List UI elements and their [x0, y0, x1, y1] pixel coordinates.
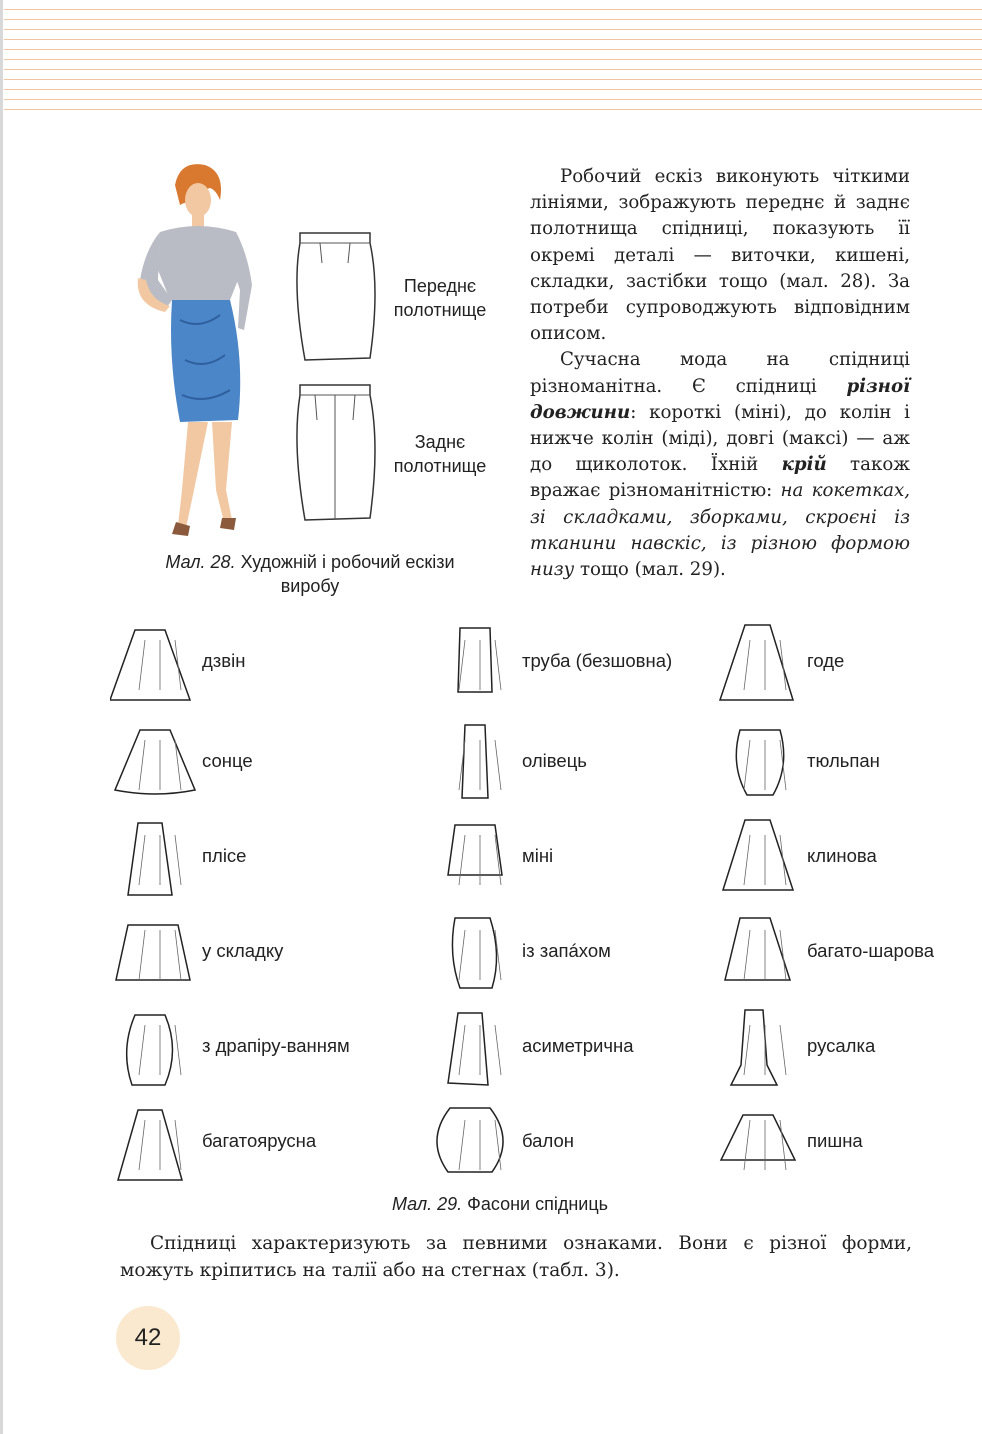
skirt-style-label: з драпіру-ванням: [202, 1035, 350, 1056]
tiered-skirt-icon: [110, 1100, 200, 1190]
paragraph-2: Сучасна мода на спідниці різноманітна. Є спідниці різної довжини: короткі (міні), до колін і нижче колін (міді), довгі (максі) — аж до щиколоток. Їхній крій також вражає різноманітністю: на кокетках, зі складками, зборками, скроєні із тканини навскіс, із різною формою низу тощо (мал. 29).: [530, 349, 911, 581]
skirt-style-label: дзвін: [202, 650, 246, 671]
page-edge: [0, 0, 3, 1434]
sun-skirt-icon: [110, 720, 200, 810]
tube-skirt-icon: [430, 620, 520, 710]
figure-28: [110, 160, 520, 550]
balloon-skirt-icon: [430, 1100, 520, 1190]
paragraph-1: Робочий ескіз виконують чіткими лініями, зображують переднє й заднє полотнища спідниці, показують її окремі деталі — виточки, кишені, складки, застібки тощо (мал. 28). За потреби супроводжують відповідним описом.: [530, 166, 910, 345]
skirt-style-label: годе: [807, 650, 845, 671]
box-pleat-skirt-icon: [110, 910, 200, 1000]
mermaid-skirt-icon: [715, 1005, 805, 1095]
skirt-style-label: сонце: [202, 750, 253, 771]
skirt-style-label: труба (безшовна): [522, 650, 673, 671]
bell-skirt-icon: [110, 620, 200, 710]
asymmetric-skirt-icon: [430, 1005, 520, 1095]
back-panel-sketch: [290, 380, 380, 530]
gored-skirt-icon: [715, 815, 805, 905]
skirt-style-label: плісе: [202, 845, 247, 866]
skirt-style-label: тюльпан: [807, 750, 880, 771]
skirt-style-label: багато-шарова: [807, 940, 935, 961]
figure-29-caption: [300, 1192, 700, 1216]
mini-skirt-icon: [430, 815, 520, 905]
skirt-style-label: балон: [522, 1130, 574, 1151]
skirt-style-label: пишна: [807, 1130, 863, 1151]
skirt-style-label: олівець: [522, 750, 587, 771]
figure-28-caption: [150, 550, 470, 598]
back-panel-label: Заднє полотнище: [393, 432, 487, 476]
skirt-style-label: із запáхом: [522, 940, 611, 961]
front-panel-sketch: [290, 228, 380, 368]
header-stripes: [4, 0, 982, 110]
caption-number: Мал. 29.: [391, 1194, 463, 1214]
caption-number: Мал. 28.: [165, 552, 236, 572]
skirt-style-label: русалка: [807, 1035, 876, 1056]
fashion-illustration: [120, 160, 280, 540]
tulip-skirt-icon: [715, 720, 805, 810]
skirt-style-label: асиметрична: [522, 1035, 634, 1056]
page-number: 42: [118, 1308, 178, 1368]
pleated-skirt-icon: [110, 815, 200, 905]
skirt-style-label: у складку: [202, 940, 284, 961]
bottom-text: Спідниці характеризують за певними ознаками. Вони є різної форми, можуть кріпитись на талії або на стегнах (табл. 3).: [120, 1233, 912, 1281]
godet-skirt-icon: [715, 620, 805, 710]
puffy-skirt-icon: [715, 1100, 805, 1190]
front-panel-label: Переднє полотнище: [393, 276, 487, 320]
wrap-skirt-icon: [430, 910, 520, 1000]
caption-text: Фасони спідниць: [467, 1194, 609, 1214]
caption-text: Художній і робочий ескізи виробу: [240, 552, 455, 596]
pencil-skirt-icon: [430, 720, 520, 810]
skirt-style-label: міні: [522, 845, 554, 866]
draped-skirt-icon: [110, 1005, 200, 1095]
skirt-style-label: багатоярусна: [202, 1130, 317, 1151]
body-text: [530, 164, 910, 583]
skirt-style-label: клинова: [807, 845, 877, 866]
bottom-paragraph: [120, 1230, 912, 1284]
multilayer-skirt-icon: [715, 910, 805, 1000]
